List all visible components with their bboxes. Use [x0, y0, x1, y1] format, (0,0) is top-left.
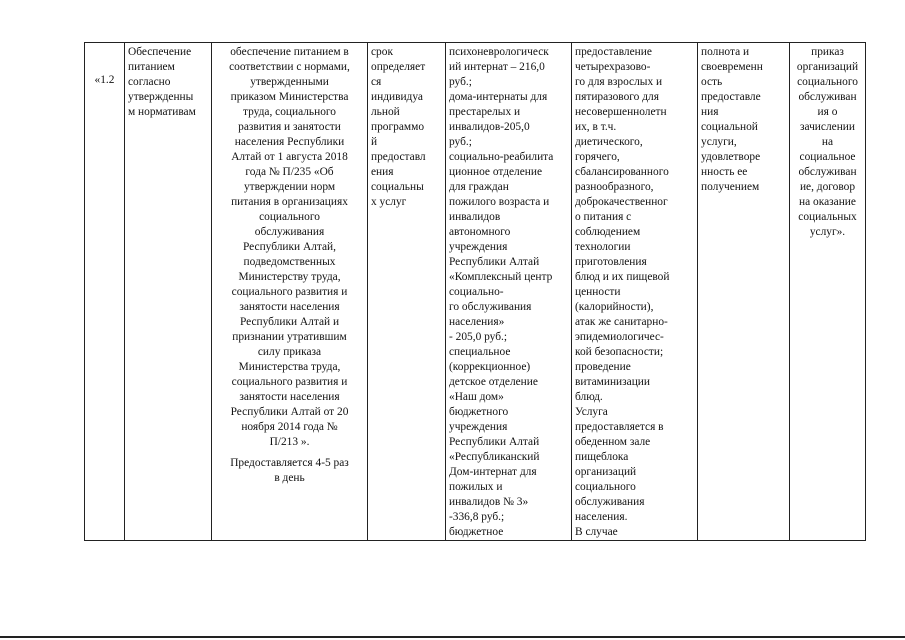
service-conditions-cell — [572, 43, 698, 541]
text-line: обеспечение питанием в — [230, 46, 349, 58]
text-line: инвалидов № 3» — [449, 496, 529, 508]
text-line: й — [371, 136, 378, 148]
text-line: ния — [701, 106, 719, 118]
text-line: социальны — [371, 181, 424, 193]
table-row — [85, 43, 866, 541]
text-line: Дом-интернат для — [449, 466, 537, 478]
text-line: получением — [701, 181, 760, 193]
text-line: о питания с — [575, 211, 632, 223]
text-line: престарелых и — [449, 106, 521, 118]
service-frequency — [215, 456, 364, 486]
text-line: м нормативам — [128, 106, 196, 118]
text-line: дома-интернаты для — [449, 91, 548, 103]
text-line: социальной — [701, 121, 758, 133]
text-line: питания в организациях — [231, 196, 348, 208]
text-line: В случае — [575, 526, 618, 538]
text-line: приготовления — [575, 256, 647, 268]
text-line: зачислении — [799, 121, 855, 133]
service-quality-cell — [698, 43, 790, 541]
text-line: занятости населения — [239, 301, 340, 313]
text-line: обслуживания — [254, 226, 325, 238]
text-line: специальное — [449, 346, 511, 358]
text-line: инвалидов — [449, 211, 501, 223]
text-line: согласно — [128, 76, 171, 88]
text-line: ость — [701, 76, 723, 88]
text-line: программо — [371, 121, 425, 133]
text-line: утвержденными — [250, 76, 329, 88]
text-line: ения — [371, 166, 394, 178]
services-table — [84, 42, 866, 541]
text-line: населения Республики — [234, 136, 345, 148]
row-number: «1.2 — [94, 74, 115, 86]
text-line: своевременн — [701, 61, 763, 73]
text-line: диетического, — [575, 136, 643, 148]
text-line: ия о — [817, 106, 838, 118]
text-line: проведение — [575, 361, 631, 373]
text-line: социально- — [449, 286, 504, 298]
service-result-cell — [790, 43, 866, 541]
text-line: «Комплексный центр — [449, 271, 553, 283]
text-line: социального — [575, 481, 636, 493]
text-line: индивидуа — [371, 91, 423, 103]
text-line: приказом Министерства — [230, 91, 349, 103]
text-line: (калорийности), — [575, 301, 654, 313]
service-name-cell — [125, 43, 212, 541]
text-line: доброкачественног — [575, 196, 668, 208]
text-line: бюджетное — [449, 526, 504, 538]
text-line: Республики Алтай и — [239, 316, 340, 328]
text-line: ноября 2014 года № — [241, 421, 338, 433]
text-line: социального — [259, 211, 320, 223]
text-line: обслуживания — [575, 496, 645, 508]
text-line: их, в т.ч. — [575, 121, 617, 133]
row-number-cell — [85, 43, 125, 541]
text-line: утверждении норм — [243, 181, 336, 193]
text-line: социально-реабилита — [449, 151, 554, 163]
text-line: «Республиканский — [449, 451, 540, 463]
text-line: го для взрослых и — [575, 76, 663, 88]
text-line: силу приказа — [257, 346, 322, 358]
text-line: года № П/235 «Об — [245, 166, 334, 178]
text-line: социального — [797, 76, 858, 88]
text-line: ий интернат – 216,0 — [449, 61, 545, 73]
text-line: -336,8 руб.; — [449, 511, 505, 523]
text-line: ие, договор — [799, 181, 856, 193]
text-line: на — [821, 136, 834, 148]
text-line: Республики Алтай, — [242, 241, 337, 253]
text-line: пищеблока — [575, 451, 629, 463]
text-line: услуги, — [701, 136, 737, 148]
text-line: организаций — [796, 61, 859, 73]
text-line: блюд. — [575, 391, 603, 403]
text-line: блюд и их пищевой — [575, 271, 670, 283]
text-line: пожилых и — [449, 481, 503, 493]
text-line: горячего, — [575, 151, 620, 163]
text-line: предоставле — [701, 91, 761, 103]
text-line: полнота и — [701, 46, 750, 58]
text-line: П/213 ». — [269, 436, 310, 448]
text-line: Министерству труда, — [238, 271, 341, 283]
text-line: удовлетворе — [701, 151, 761, 163]
service-description — [215, 45, 364, 450]
text-line: соблюдением — [575, 226, 641, 238]
text-line: обеденном зале — [575, 436, 651, 448]
text-line: Предоставляется 4-5 раз — [230, 457, 349, 469]
text-line: подведомственных — [243, 256, 336, 268]
text-line: психоневрологическ — [449, 46, 549, 58]
service-description-cell — [212, 43, 368, 541]
text-line: пожилого возраста и — [449, 196, 550, 208]
text-line: утвержденны — [128, 91, 194, 103]
text-line: Республики Алтай от 20 — [230, 406, 349, 418]
text-line: учреждения — [449, 241, 508, 253]
text-line: витаминизации — [575, 376, 650, 388]
text-line: обслуживан — [798, 91, 857, 103]
text-line: населения» — [449, 316, 505, 328]
text-line: Обеспечение — [128, 46, 192, 58]
text-line: технологии — [575, 241, 631, 253]
text-line: социального развития и — [231, 286, 348, 298]
text-line: организаций — [575, 466, 637, 478]
text-line: социальное — [799, 151, 856, 163]
text-line: занятости населения — [239, 391, 340, 403]
text-line: сбалансированного — [575, 166, 669, 178]
text-line: атак же санитарно- — [575, 316, 668, 328]
text-line: на оказание — [799, 196, 856, 208]
text-line: льной — [371, 106, 400, 118]
text-line: автономного — [449, 226, 511, 238]
text-line: обслуживан — [798, 166, 857, 178]
text-line: ценности — [575, 286, 621, 298]
text-line: предоставление — [575, 46, 652, 58]
text-line: признании утратившим — [232, 331, 347, 343]
text-line: Республики Алтай — [449, 436, 540, 448]
text-line: пятиразового для — [575, 91, 659, 103]
text-line: Республики Алтай — [449, 256, 540, 268]
service-term-cell — [368, 43, 446, 541]
text-line: срок — [371, 46, 393, 58]
service-tariffs-cell — [446, 43, 572, 541]
text-line: труда, социального — [242, 106, 337, 118]
text-line: питанием — [128, 61, 175, 73]
text-line: детское отделение — [449, 376, 538, 388]
text-line: го обслуживания — [449, 301, 532, 313]
text-line: развития и занятости — [238, 121, 341, 133]
text-line: Услуга — [575, 406, 608, 418]
page-bottom-rule — [0, 636, 905, 638]
text-line: кой безопасности; — [575, 346, 664, 358]
text-line: разнообразного, — [575, 181, 654, 193]
text-line: нность ее — [701, 166, 748, 178]
text-line: учреждения — [449, 421, 508, 433]
text-line: несовершеннолетн — [575, 106, 667, 118]
text-line: бюджетного — [449, 406, 509, 418]
text-line: Алтай от 1 августа 2018 — [231, 151, 348, 163]
text-line: предоставл — [371, 151, 426, 163]
text-line: определяет — [371, 61, 426, 73]
text-line: населения. — [575, 511, 628, 523]
text-line: социальных — [798, 211, 857, 223]
text-line: (коррекционное) — [449, 361, 531, 373]
text-line: социального развития и — [231, 376, 348, 388]
text-line: - 205,0 руб.; — [449, 331, 508, 343]
text-line: приказ — [811, 46, 844, 58]
text-line: Министерства труда, — [238, 361, 341, 373]
text-line: «Наш дом» — [449, 391, 504, 403]
text-line: руб.; — [449, 76, 472, 88]
text-line: х услуг — [371, 196, 407, 208]
text-line: ся — [371, 76, 382, 88]
text-line: руб.; — [449, 136, 472, 148]
text-line: инвалидов-205,0 — [449, 121, 530, 133]
text-line: четырехразово- — [575, 61, 651, 73]
text-line: услуг». — [809, 226, 846, 238]
text-line: предоставляется в — [575, 421, 664, 433]
text-line: для граждан — [449, 181, 509, 193]
text-line: эпидемиологичес- — [575, 331, 664, 343]
text-line: ционное отделение — [449, 166, 543, 178]
text-line: в день — [274, 472, 305, 484]
text-line: соответствии с нормами, — [229, 61, 350, 73]
